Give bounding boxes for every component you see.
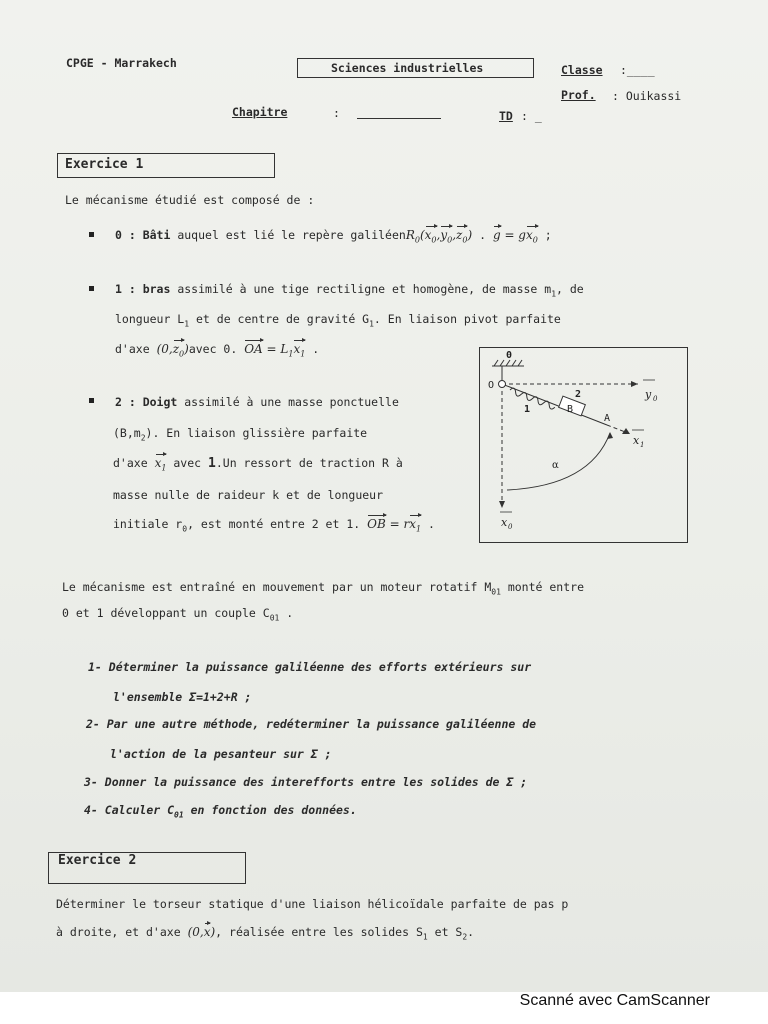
exercise2-line1: Déterminer le torseur statique d'une liaison hélicoïdale parfaite de pas p (56, 897, 569, 911)
item2-line3d: .Un ressort de traction R à (215, 456, 403, 470)
question-4: 4- Calculer $C_{01}$ en fonction des données. (84, 803, 357, 820)
para-line2b: . (279, 606, 294, 620)
ex2-line2a: à droite, et d'axe (56, 925, 181, 939)
fig-label-B: B (567, 404, 574, 415)
y0-arrowhead (631, 381, 638, 387)
exercise1-intro: Le mécanisme étudié est composé de : (65, 193, 315, 207)
oa-formula: OA = $L_1x_1$ (244, 342, 306, 359)
para-line1a: Le mécanisme est entraîné en mouvement par un moteur rotatif M (62, 580, 492, 594)
item1-line2a: longueur L (115, 312, 185, 326)
q3-line1: Donner la puissance des interefforts entre les solides de Σ ; (104, 775, 528, 789)
item1-head: 1 : bras (115, 282, 171, 296)
item2-head: 2 : Doigt (115, 395, 178, 409)
arm-1 (502, 384, 607, 425)
td-label: TD (499, 109, 513, 123)
chapitre-colon: : (333, 106, 340, 120)
ex2-line2d: . (467, 925, 475, 939)
bullet-icon (89, 232, 94, 237)
prof-label: Prof. (561, 88, 596, 102)
fig-label-x0: x (501, 516, 508, 529)
question-1-line2: l'ensemble Σ=1+2+R ; (113, 690, 252, 704)
gravity-formula: $g = gx_0$ (492, 228, 538, 245)
item2-line5: initiale $r_0$, est monté entre 2 et 1. OB = $rx_1$ . (113, 517, 435, 534)
bullet-icon (89, 286, 94, 291)
item2-line5b: , est monté entre 2 et 1. (187, 517, 361, 531)
fig-label-2: 2 (575, 389, 582, 400)
item2-line3 (113, 456, 403, 472)
item2-line2b: ). En liaison glissière parfaite (145, 426, 368, 440)
ex2-line2b: , réalisée entre les solides S (215, 925, 423, 939)
item1-line3a: d'axe (115, 342, 150, 356)
ex2-line2c: et S (427, 925, 463, 939)
q4-line1b: en fonction des données. (183, 803, 357, 817)
item1-line1-end: , de (556, 282, 584, 296)
camscanner-watermark: Scanné avec CamScanner (519, 992, 710, 1009)
school-name: CPGE - Marrakech (66, 56, 177, 70)
q2-num: 2- (86, 717, 100, 731)
item2-line3b: avec (173, 456, 202, 470)
q4-num: 4- (84, 803, 98, 817)
exercise2-title: Exercice 2 (58, 853, 137, 868)
item1-line2c: . En liaison pivot parfaite (373, 312, 561, 326)
classe-value: :____ (620, 63, 655, 77)
item1-line3b: avec 0. (188, 342, 238, 356)
classe-label: Classe (561, 63, 603, 77)
exercise1-title: Exercice 1 (65, 157, 144, 172)
item1-line2: longueur $L_1$ et de centre de gravité $G_1$. En liaison pivot parfaite (115, 312, 561, 329)
x0-arrowhead (499, 501, 505, 508)
para-line1b: monté entre (500, 580, 584, 594)
item2-line3a: d'axe (113, 456, 148, 470)
motor-paragraph-line2: 0 et 1 développant un couple $C_{01}$ . (62, 606, 294, 623)
item2-line1-text: assimilé à une masse ponctuelle (184, 395, 399, 409)
q1-line1: Déterminer la puissance galiléenne des efforts extérieurs sur (108, 660, 532, 674)
item1-line1: 1 : bras assimilé à une tige rectiligne et homogène, de masse $m_1$, de (115, 282, 584, 299)
para-line2a: 0 et 1 développant un couple C (62, 606, 270, 620)
q2-line1: Par une autre méthode, redéterminer la puissance galiléenne de (106, 717, 537, 731)
item2-line3c: 1 (208, 456, 216, 471)
axis-formula: $(0,z_0)$ (156, 342, 189, 359)
svg-text:0: 0 (653, 395, 658, 403)
fig-label-A: A (604, 413, 611, 424)
svg-text:0: 0 (508, 523, 513, 531)
arc-arrowhead (607, 432, 613, 439)
item2-line5a: initiale r (113, 517, 183, 531)
item2-line2: $(B,m_2)$. En liaison glissière parfaite (113, 426, 368, 443)
fig-label-alpha: α (552, 460, 559, 471)
question-3 (84, 775, 527, 789)
ob-formula: OB = $rx_1$ (367, 517, 422, 534)
item2-line1 (115, 395, 399, 409)
pivot-O (499, 381, 506, 388)
prof-value: : Ouikassi (612, 89, 682, 103)
bullet-icon (89, 398, 94, 403)
spring (509, 387, 556, 410)
q1-num: 1- (88, 660, 102, 674)
subject-title: Sciences industrielles (331, 61, 484, 75)
x1-vector: $x_1$ (154, 456, 167, 473)
exercise2-line2: à droite, et d'axe (0,x), réalisée entre les solides $S_1$ et $S_2$. (56, 925, 475, 942)
question-1 (88, 660, 531, 674)
fig-label-0: 0 (506, 350, 513, 361)
item1-line1-text: assimilé à une tige rectiligne et homogène, de masse m (177, 282, 552, 296)
fig-label-x1: x (633, 434, 640, 447)
svg-text:1: 1 (640, 441, 645, 449)
item2-line4: masse nulle de raideur k et de longueur (113, 488, 384, 502)
fig-label-y0: y (645, 388, 652, 401)
item1-line3: d'axe $(0,z_0)avec$ 0. OA = $L_1x_1$ . (115, 342, 320, 359)
item0-desc: auquel est lié le repère galiléen (177, 228, 406, 242)
q4-line1: Calculer C (104, 803, 175, 817)
td-value: : _ (521, 109, 542, 123)
item0-formula: $R_0(x_0,y_0,z_0)$ (405, 228, 473, 245)
fig-label-1: 1 (524, 404, 531, 415)
q3-num: 3- (84, 775, 98, 789)
chapitre-blank-line (357, 118, 441, 119)
fig-label-O: O (488, 380, 495, 391)
chapitre-label: Chapitre (232, 105, 288, 119)
question-2 (86, 717, 536, 731)
question-2-line2: l'action de la pesanteur sur Σ ; (110, 747, 332, 761)
ex2-axis-formula: (0,x) (187, 925, 216, 939)
motor-paragraph-line1: Le mécanisme est entraîné en mouvement par un moteur rotatif $M_{01}$ monté entre (62, 580, 584, 597)
mechanism-figure (479, 347, 688, 543)
item2-line2a: (B,m (113, 426, 141, 440)
item1-line2b: et de centre de gravité G (189, 312, 370, 326)
item0-head: 0 : Bâti (115, 228, 171, 242)
mechanism-diagram (480, 348, 687, 542)
item0-text: 0 : Bâti auquel est lié le repère $galiléenR_0(x_0,y_0,z_0)$ . $g = gx_0$ ; (115, 228, 552, 245)
